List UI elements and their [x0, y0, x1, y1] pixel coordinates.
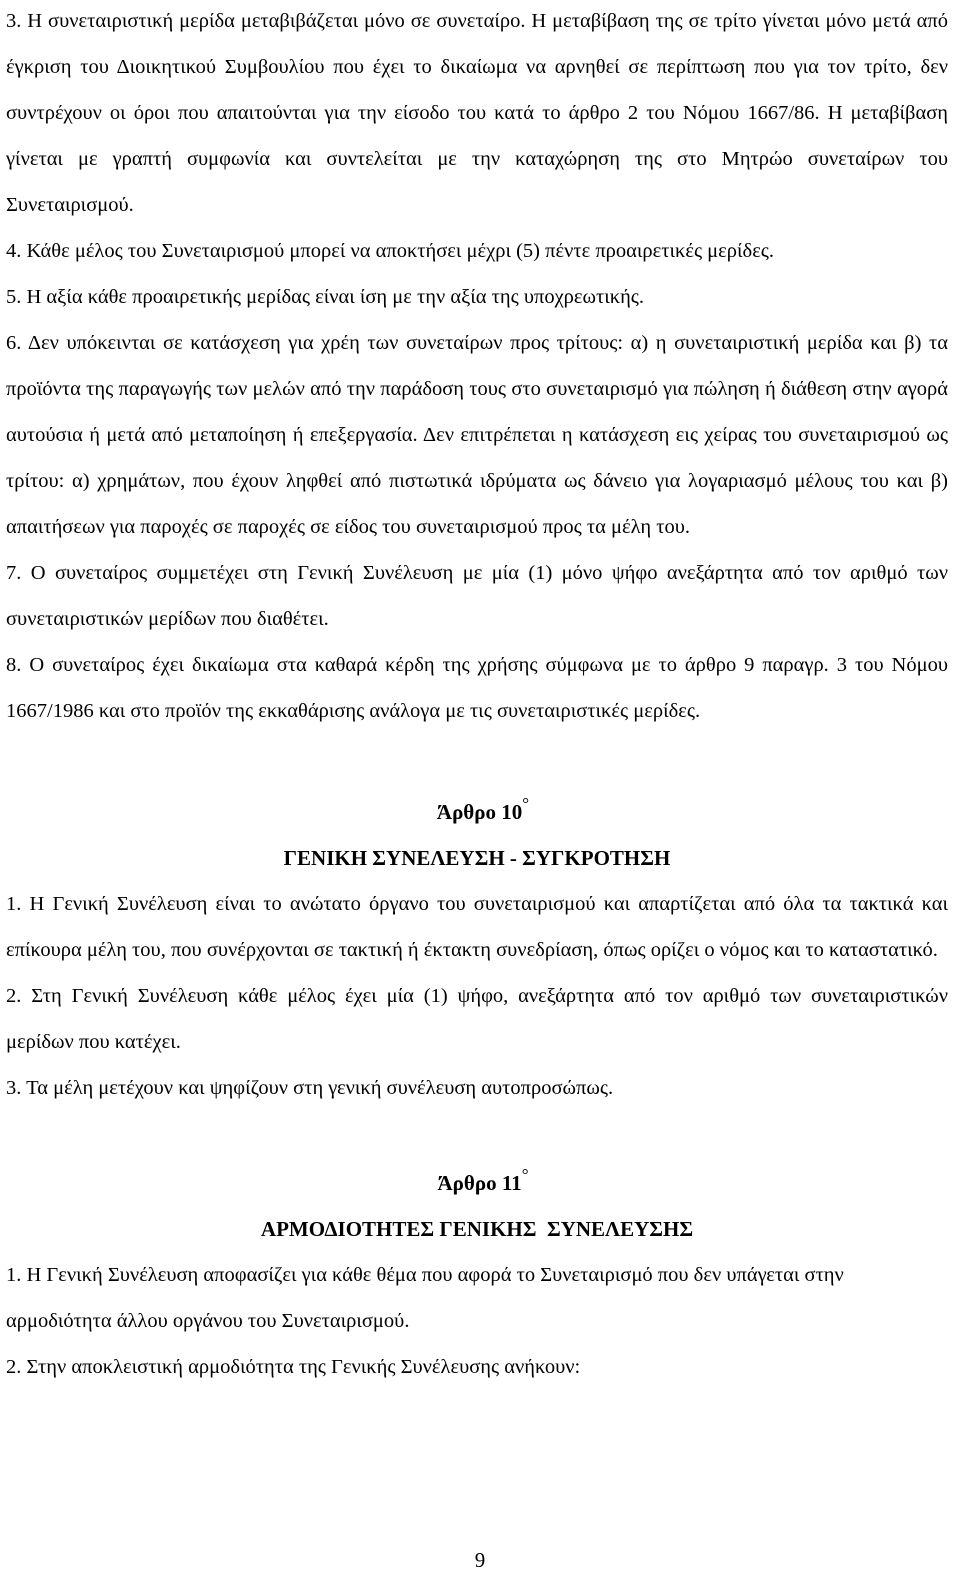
article-11-degree-sign: °: [521, 1165, 529, 1184]
document-page: [6, 0, 948, 1390]
article-11-paragraph-2: 2. Στην αποκλειστική αρμοδιότητα της Γενικής Συνέλευσης ανήκουν:: [6, 1356, 581, 1378]
paragraph-8: 8. Ο συνεταίρος έχει δικαίωμα στα καθαρά κέρδη της χρήσης σύμφωνα με το άρθρο 9 παραγρ. 3 του Νόμου 1667/1986 και στο προϊόν της εκκαθάρισης ανάλογα με τις συνεταιριστικές μερίδες.: [6, 654, 948, 722]
article-10-paragraph-2: 2. Στη Γενική Συνέλευση κάθε μέλος έχει μία (1) ψήφο, ανεξάρτητα από τον αριθμό των συνεταιριστικών μερίδων που κατέχει.: [6, 985, 948, 1053]
article-10-number: [6, 790, 948, 836]
article-11-number: [6, 1161, 948, 1207]
page-number: 9: [474, 1548, 486, 1572]
paragraph-3: 3. Η συνεταιριστική μερίδα μεταβιβάζεται μόνο σε συνεταίρο. Η μεταβίβαση της σε τρίτο γίνεται μόνο μετά από έγκριση του Διοικητικού Συμβουλίου που έχει το δικαίωμα να αρνηθεί σε περίπτωση που για τον τρίτο, δεν συντρέχουν οι όροι που απαιτούνται για την είσοδο του κατά το άρθρο 2 του Νόμου 1667/86. Η μεταβίβαση γίνεται με γραπτή συμφωνία και συντελείται με την καταχώρηση της στο Μητρώο συνεταίρων του Συνεταιρισμού.: [6, 10, 948, 216]
paragraph-7: 7. Ο συνεταίρος συμμετέχει στη Γενική Συνέλευση με μία (1) μόνο ψήφο ανεξάρτητα από τον αριθμό των συνεταιριστικών μερίδων που διαθέτει.: [6, 562, 948, 630]
article-11-paragraph-1: 1. Η Γενική Συνέλευση αποφασίζει για κάθε θέμα που αφορά το Συνεταιρισμό που δεν υπάγεται στην αρμοδιότητα άλλου οργάνου του Συνεταιρισμού.: [6, 1264, 844, 1332]
article-10-paragraph-3: 3. Τα μέλη μετέχουν και ψηφίζουν στη γενική συνέλευση αυτοπροσώπως.: [6, 1077, 614, 1099]
section-spacer: [6, 1111, 948, 1161]
article-10-degree-sign: °: [522, 794, 530, 813]
paragraph-5: 5. Η αξία κάθε προαιρετικής μερίδας είναι ίση με την αξία της υποχρεωτικής.: [6, 286, 645, 308]
article-11-number-text: Άρθρο 11: [437, 1171, 522, 1195]
section-spacer: [6, 734, 948, 790]
article-10-number-text: Άρθρο 10: [436, 800, 523, 824]
paragraph-4: 4. Κάθε μέλος του Συνεταιρισμού μπορεί να αποκτήσει μέχρι (5) πέντε προαιρετικές μερίδες.: [6, 240, 775, 262]
article-10-paragraph-1: 1. Η Γενική Συνέλευση είναι το ανώτατο όργανο του συνεταιρισμού και απαρτίζεται από όλα τα τακτικά και επίκουρα μέλη του, που συνέρχονται σε τακτική ή έκτακτη συνεδρίαση, όπως ορίζει ο νόμος και το καταστατικό.: [6, 893, 948, 961]
paragraph-6: 6. Δεν υπόκεινται σε κατάσχεση για χρέη των συνεταίρων προς τρίτους: α) η συνεταιριστική μερίδα και β) τα προϊόντα της παραγωγής των μελών από την παράδοση τους στο συνεταιρισμό για πώληση ή διάθεση στην αγορά αυτούσια ή μετά από μεταποίηση ή επεξεργασία. Δεν επιτρέπεται η κατάσχεση εις χείρας του συνεταιρισμού ως τρίτου: α) χρημάτων, που έχουν ληφθεί από πιστωτικά ιδρύματα ως δάνειο για λογαριασμό μέλους του και β) απαιτήσεων για παροχές σε παροχές σε είδος του συνεταιρισμού προς τα μέλη του.: [6, 332, 948, 538]
article-10-title: ΓΕΝΙΚΗ ΣΥΝΕΛΕΥΣΗ - ΣΥΓΚΡΟΤΗΣΗ: [283, 846, 671, 870]
article-11-title: ΑΡΜΟΔΙΟΤΗΤΕΣ ΓΕΝΙΚΗΣ ΣΥΝΕΛΕΥΣΗΣ: [260, 1217, 694, 1241]
